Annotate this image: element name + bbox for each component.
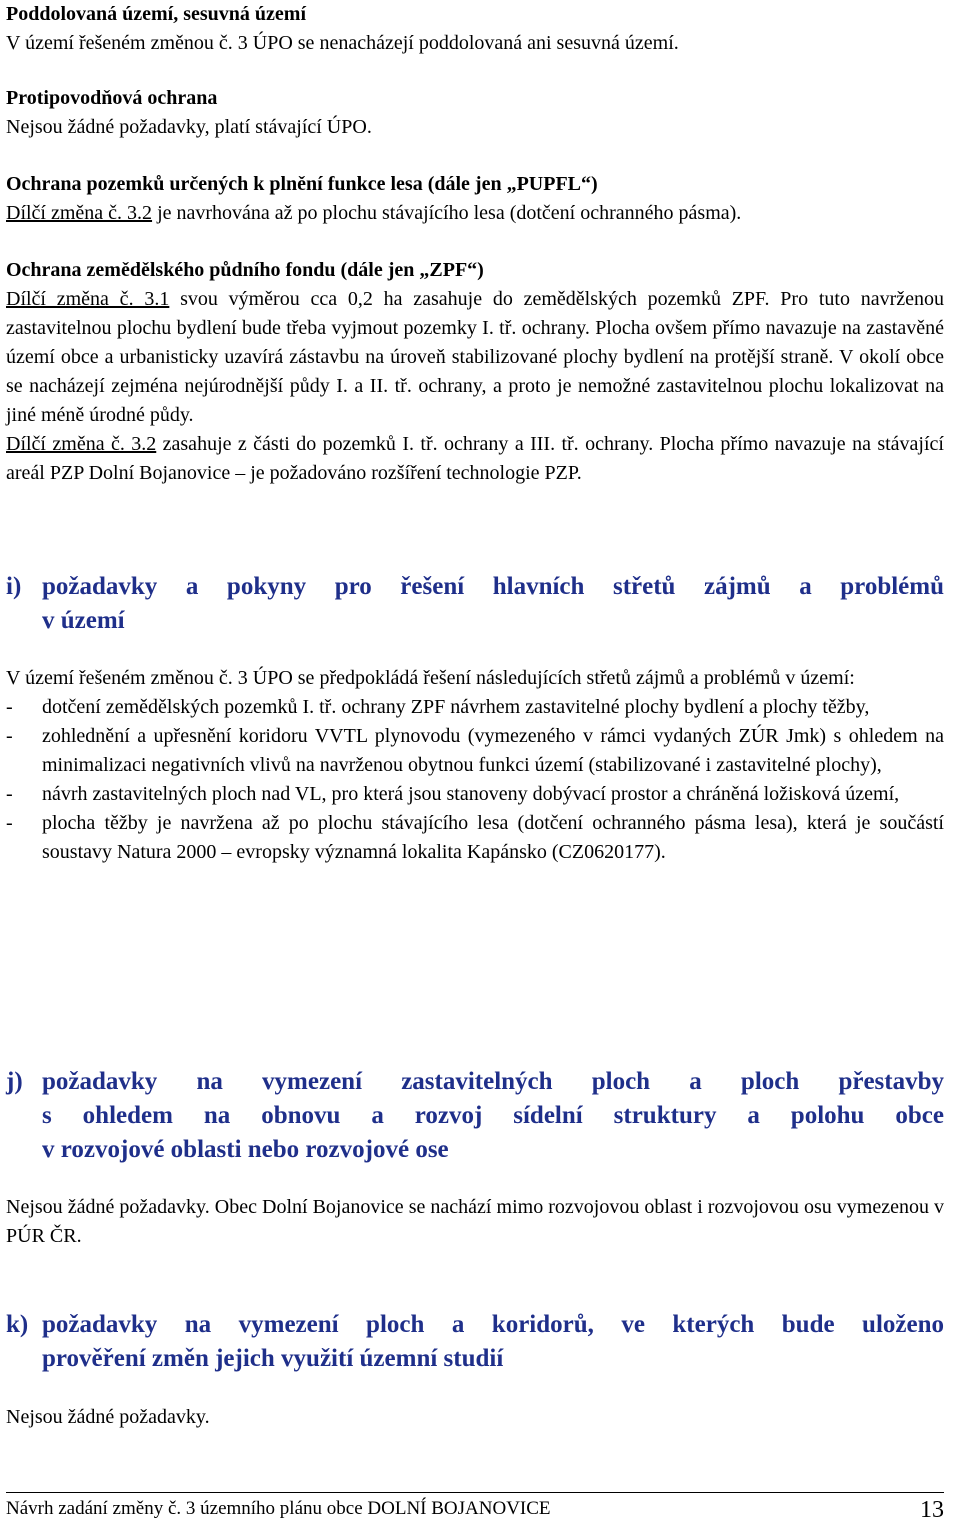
list-item-text: návrh zastavitelných ploch nad VL, pro která jsou stanoveny dobývací prostor a chráněná ložisková území, (42, 783, 900, 805)
page-number: 13 (920, 1497, 944, 1523)
section-zpf (6, 256, 944, 488)
section-intro: V území řešeném změnou č. 3 ÚPO se předpokládá řešení následujících střetů zájmů a problémů v území: (6, 667, 855, 689)
section-text-1-rest: svou výměrou cca 0,2 ha zasahuje do zemědělských pozemků ZPF. Pro tuto navrženou zastavitelnou plochu bydlení bude třeba vyjmout pozemky I. tř. ochrany. Plocha ovšem přímo navazuje na zastavěné území obce a urbanisticky uzavírá zástavbu na úroveň stabilizované plochy bydlení na protější straně. V okolí obce se nacházejí zejména nejúrodnější půdy I. a II. tř. ochrany, a proto je nemožné zastavitelnou plochu lokalizovat na jiné méně úrodné půdy. (6, 288, 945, 426)
heading-line-1: požadavky a pokyny pro řešení hlavních střetů zájmů a problémů (42, 573, 944, 600)
heading-k (6, 1308, 944, 1376)
heading-line-3: v rozvojové oblasti nebo rozvojové ose (42, 1136, 449, 1163)
heading-letter: k) (6, 1311, 29, 1338)
list-dash: - (6, 783, 13, 805)
list-item-text: dotčení zemědělských pozemků I. tř. ochrany ZPF návrhem zastavitelné plochy bydlení a plochy těžby, (42, 696, 870, 718)
heading-letter: i) (6, 573, 22, 600)
list-item (6, 780, 944, 809)
section-text-2-rest: zasahuje z části do pozemků I. tř. ochrany a III. tř. ochrany. Plocha přímo navazuje na stávající areál PZP Dolní Bojanovice – je požadováno rozšíření technologie PZP. (6, 433, 944, 484)
section-title: Ochrana pozemků určených k plnění funkce lesa (dále jen „PUPFL“) (6, 173, 598, 195)
section-poddolovana (6, 0, 944, 58)
list-item-text: plocha těžby je navržena až po plochu stávajícího lesa (dotčení ochranného pásma lesa), která je součástí soustavy Natura 2000 – evropsky významná lokalita Kapánsko (CZ0620177). (42, 812, 944, 863)
section-title: Poddolovaná území, sesuvná území (6, 3, 307, 25)
list-item (6, 722, 944, 780)
section-i-body (6, 664, 944, 867)
section-text-2 (6, 430, 944, 488)
change-link-2: Dílčí změna č. 3.2 (6, 433, 157, 455)
list-item (6, 693, 944, 722)
list-item (6, 809, 944, 867)
section-text: Nejsou žádné požadavky. (6, 1406, 210, 1428)
list-dash: - (6, 696, 13, 718)
section-pupfl (6, 170, 944, 228)
heading-j (6, 1065, 944, 1167)
heading-line-2: v území (42, 607, 125, 634)
heading-i (6, 570, 944, 638)
section-text (6, 199, 944, 228)
list-dash: - (6, 812, 13, 834)
heading-line-2: prověření změn jejich využití územní studií (42, 1345, 504, 1372)
footer-divider (6, 1492, 944, 1493)
change-link-1: Dílčí změna č. 3.1 (6, 288, 170, 310)
change-link: Dílčí změna č. 3.2 (6, 202, 153, 224)
heading-line-2: s ohledem na obnovu a rozvoj sídelní struktury a polohu obce (42, 1102, 944, 1129)
section-title: Ochrana zemědělského půdního fondu (dále jen „ZPF“) (6, 259, 484, 281)
section-text: Nejsou žádné požadavky. Obec Dolní Bojanovice se nachází mimo rozvojovou oblast i rozvojovou osu vymezenou v PÚR ČR. (6, 1196, 944, 1247)
section-text-1 (6, 285, 944, 430)
heading-line-1: požadavky na vymezení ploch a koridorů, ve kterých bude uloženo (42, 1311, 944, 1338)
heading-letter: j) (6, 1068, 23, 1095)
heading-line-1: požadavky na vymezení zastavitelných ploch a ploch přestavby (42, 1068, 944, 1095)
footer-title: Návrh zadání změny č. 3 územního plánu obce DOLNÍ BOJANOVICE (6, 1498, 551, 1519)
list-dash: - (6, 725, 13, 747)
section-text: Nejsou žádné požadavky, platí stávající ÚPO. (6, 116, 372, 138)
section-k-body (6, 1403, 944, 1432)
section-title: Protipovodňová ochrana (6, 87, 218, 109)
section-protipovodnova (6, 84, 944, 142)
list-item-text: zohlednění a upřesnění koridoru VVTL plynovodu (vymezeného v rámci vydaných ZÚR Jmk) s ohledem na minimalizaci negativních vlivů na navrženou obytnou funkci území (stabilizované i zastavitelné plochy), (42, 725, 944, 776)
section-text-rest: je navrhována až po plochu stávajícího lesa (dotčení ochranného pásma). (152, 202, 742, 224)
section-text: V území řešeném změnou č. 3 ÚPO se nenacházejí poddolovaná ani sesuvná území. (6, 32, 679, 54)
section-j-body (6, 1193, 944, 1251)
